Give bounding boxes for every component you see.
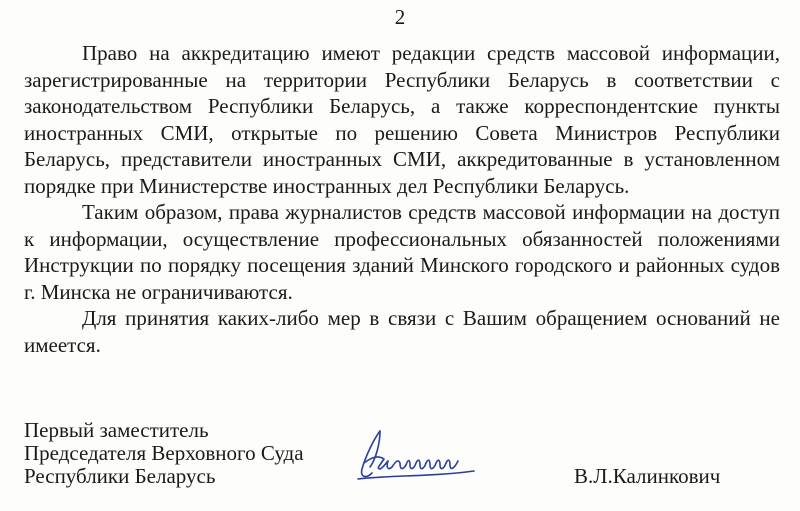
signer-name: В.Л.Калинкович — [574, 464, 721, 488]
handwritten-signature — [350, 425, 480, 487]
paragraph-accreditation: Право на аккредитацию имеют редакции средств массовой информации, зарегистрированные на территории Республики Беларусь в соответствии с законодательством Республики Беларусь, а также корреспондентские пункты иностранных СМИ, открытые по решению Совета Министров Республики Беларусь, представители иностранных СМИ, аккредитованные в установленном порядке при Министерстве иностранных дел Республики Беларусь. — [24, 41, 780, 198]
position-line: Председателя Верховного Суда — [24, 441, 304, 465]
paragraph-journalist-rights: Таким образом, права журналистов средств массовой информации на доступ к информации, осуществление профессиональных обязанностей положениями Инструкции по порядку посещения зданий Минского городского и районных судов г. Минска не ограничиваются. — [24, 200, 780, 304]
position-line: Первый заместитель — [24, 418, 209, 442]
signatory-position — [24, 419, 304, 488]
position-line: Республики Беларусь — [24, 464, 216, 488]
paragraph-conclusion: Для принятия каких-либо мер в связи с Вашим обращением оснований не имеется. — [24, 306, 780, 357]
page-number: 2 — [394, 5, 406, 29]
letter-body — [24, 40, 780, 358]
